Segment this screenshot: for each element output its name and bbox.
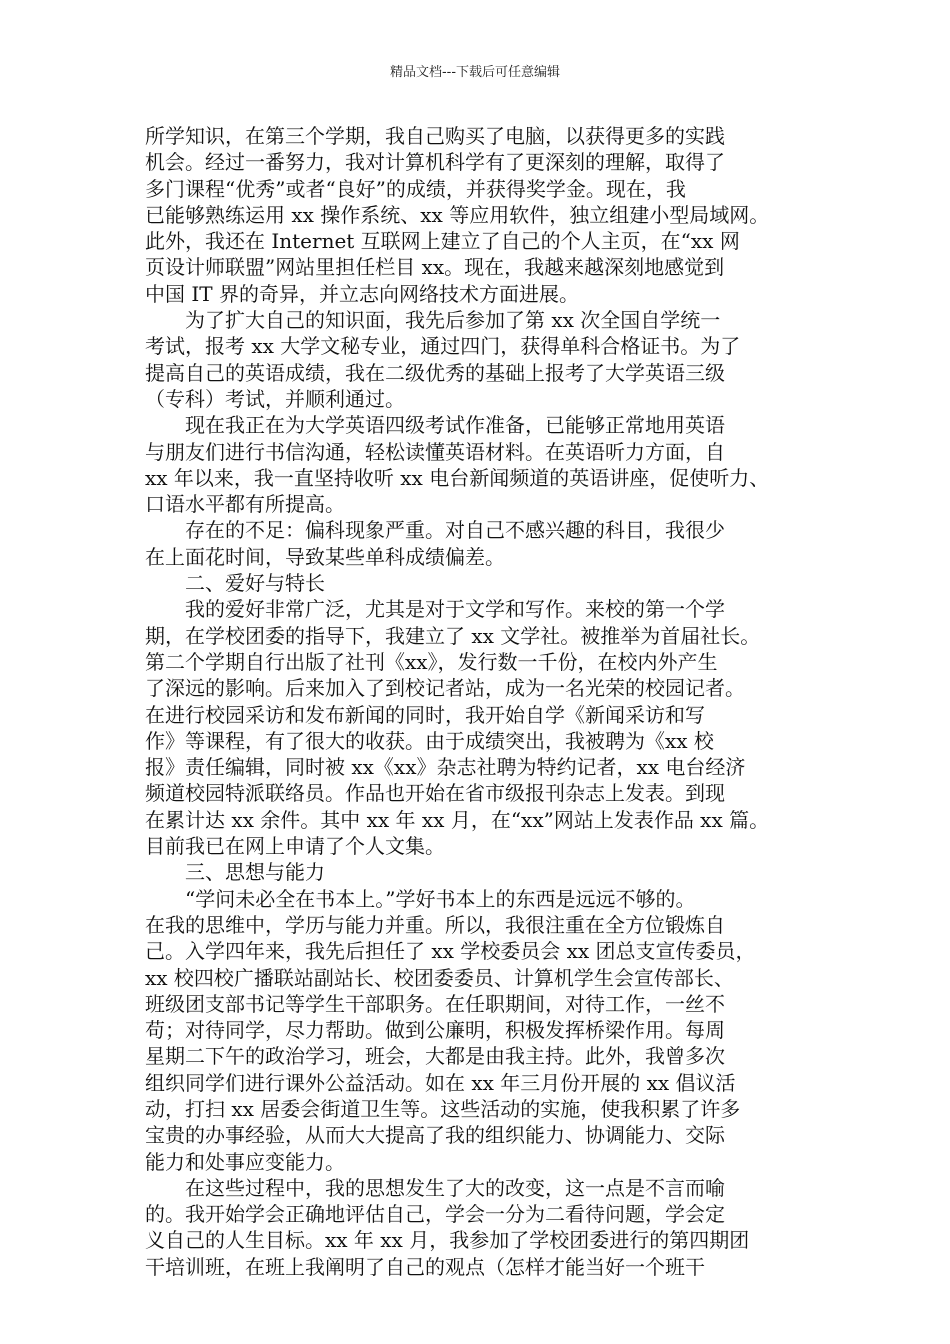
text-line: 目前我已在网上申请了个人文集。 xyxy=(145,834,445,859)
text-line: 与朋友们进行书信沟通，轻松读懂英语材料。在英语听力方面，自 xyxy=(145,439,725,464)
text-line: 频道校园特派联络员。作品也开始在省市级报刊杂志上发表。到现 xyxy=(145,781,725,806)
text-line: 在这些过程中，我的思想发生了大的改变，这一点是不言而喻 xyxy=(145,1175,725,1200)
text-line: 提高自己的英语成绩，我在二级优秀的基础上报考了大学英语三级 xyxy=(145,360,725,385)
text-line: 机会。经过一番努力，我对计算机科学有了更深刻的理解，取得了 xyxy=(145,150,725,175)
text-line: 此外，我还在 Internet 互联网上建立了自己的个人主页，在“xx 网 xyxy=(145,229,740,254)
text-line: 现在我正在为大学英语四级考试作准备，已能够正常地用英语 xyxy=(145,413,725,438)
text-line: 了深远的影响。后来加入了到校记者站，成为一名光荣的校园记者。 xyxy=(145,676,745,701)
text-line: 第二个学期自行出版了社刊《xx》，发行数一千份，在校内外产生 xyxy=(145,649,718,674)
text-line: 星期二下午的政治学习，班会，大都是由我主持。此外，我曾多次 xyxy=(145,1044,725,1069)
text-line: 中国 IT 界的奇异，并立志向网络技术方面进展。 xyxy=(145,281,579,306)
text-line: xx 年以来，我一直坚持收听 xx 电台新闻频道的英语讲座，促使听力、 xyxy=(145,465,770,490)
text-line: 页设计师联盟”网站里担任栏目 xx。现在，我越来越深刻地感觉到 xyxy=(145,255,725,280)
text-line: 能力和处事应变能力。 xyxy=(145,1149,345,1174)
text-line: 在上面花时间，导致某些单科成绩偏差。 xyxy=(145,544,505,569)
text-line: 存在的不足：偏科现象严重。对自己不感兴趣的科目，我很少 xyxy=(145,518,725,543)
section-heading: 二、爱好与特长 xyxy=(145,571,325,596)
text-line: 己。入学四年来，我先后担任了 xx 学校委员会 xx 团总支宣传委员， xyxy=(145,939,756,964)
text-line: 干培训班，在班上我阐明了自己的观点（怎样才能当好一个班干 xyxy=(145,1254,705,1279)
text-line: 班级团支部书记等学生干部职务。在任职期间，对待工作，一丝不 xyxy=(145,991,725,1016)
text-line: 作》等课程，有了很大的收获。由于成绩突出，我被聘为《xx 校 xyxy=(145,728,714,753)
text-line: 在累计达 xx 余件。其中 xx 年 xx 月，在“xx”网站上发表作品 xx 篇。 xyxy=(145,807,770,832)
text-line: 苟；对待同学，尽力帮助。做到公廉明，积极发挥桥梁作用。每周 xyxy=(145,1018,725,1043)
document-body xyxy=(145,123,825,1280)
text-line: 报》责任编辑，同时被 xx《xx》杂志社聘为特约记者，xx 电台经济 xyxy=(145,755,746,780)
text-line: 动，打扫 xx 居委会街道卫生等。这些活动的实施，使我积累了许多 xyxy=(145,1096,741,1121)
text-line: 的。我开始学会正确地评估自己，学会一分为二看待问题，学会定 xyxy=(145,1202,725,1227)
text-line: 义自己的人生目标。xx 年 xx 月，我参加了学校团委进行的第四期团 xyxy=(145,1228,750,1253)
text-line: 宝贵的办事经验，从而大大提高了我的组织能力、协调能力、交际 xyxy=(145,1123,725,1148)
section-heading: 三、思想与能力 xyxy=(145,860,325,885)
text-line: “学问未必全在书本上。”学好书本上的东西是远远不够的。 xyxy=(145,886,696,911)
text-line: 在我的思维中，学历与能力并重。所以，我很注重在全方位锻炼自 xyxy=(145,912,725,937)
text-line: 口语水平都有所提高。 xyxy=(145,492,345,517)
text-line: xx 校四校广播联站副站长、校团委委员、计算机学生会宣传部长、 xyxy=(145,965,734,990)
text-line: （专科）考试，并顺利通过。 xyxy=(145,386,405,411)
text-line: 为了扩大自己的知识面，我先后参加了第 xx 次全国自学统一 xyxy=(145,308,721,333)
text-line: 所学知识，在第三个学期，我自己购买了电脑，以获得更多的实践 xyxy=(145,124,725,148)
text-line: 我的爱好非常广泛，尤其是对于文学和写作。来校的第一个学 xyxy=(145,597,725,622)
text-line: 期，在学校团委的指导下，我建立了 xx 文学社。被推举为首届社长。 xyxy=(145,623,761,648)
text-line: 考试，报考 xx 大学文秘专业，通过四门，获得单科合格证书。为了 xyxy=(145,334,741,359)
text-line: 在进行校园采访和发布新闻的同时，我开始自学《新闻采访和写 xyxy=(145,702,705,727)
page-header: 精品文档---下载后可任意编辑 xyxy=(389,65,561,80)
text-line: 多门课程“优秀”或者“良好”的成绩，并获得奖学金。现在，我 xyxy=(145,176,686,201)
text-line: 组织同学们进行课外公益活动。如在 xx 年三月份开展的 xx 倡议活 xyxy=(145,1070,736,1095)
text-line: 已能够熟练运用 xx 操作系统、xx 等应用软件，独立组建小型局域网。 xyxy=(145,202,770,227)
